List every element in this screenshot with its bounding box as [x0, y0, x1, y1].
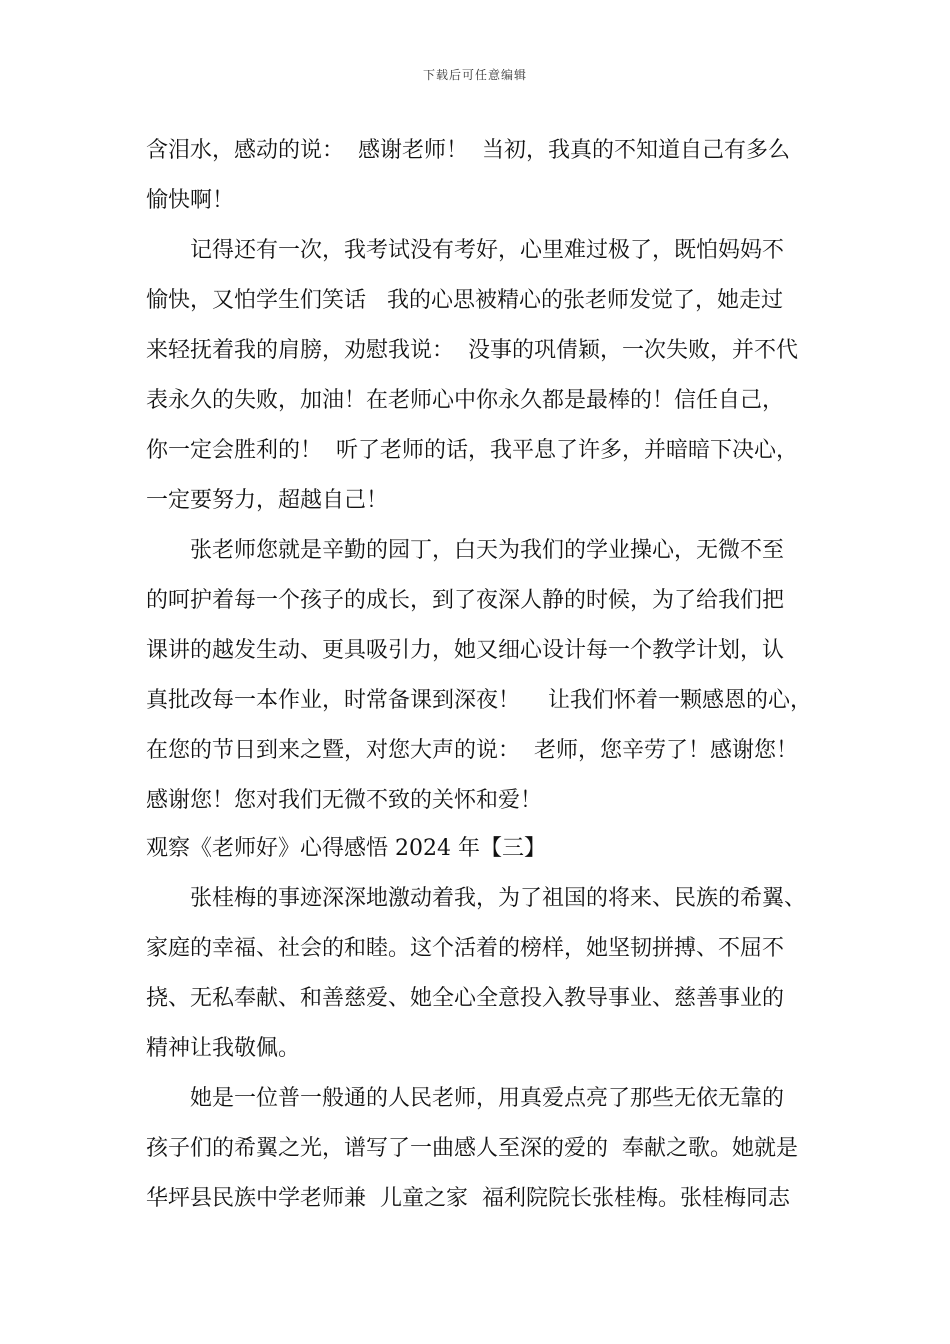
text-line: 含泪水，感动的说： 感谢老师！ 当初，我真的不知道自己有多么 — [146, 138, 790, 163]
text-line: 挠、无私奉献、和善慈爱、她全心全意投入教导事业、慈善事业的 — [146, 986, 785, 1011]
text-line: 的呵护着每一个孩子的成长，到了夜深人静的时候，为了给我们把 — [146, 588, 785, 613]
text-line: 一定要努力，超越自己！ — [146, 488, 389, 513]
text-line: 来轻抚着我的肩膀，劝慰我说： 没事的巩倩颖，一次失败，并不代 — [146, 338, 798, 363]
paragraph-start-line: 张老师您就是辛勤的园丁，白天为我们的学业操心，无微不至 — [190, 538, 785, 563]
paragraph-start-line: 张桂梅的事迹深深地激动着我，为了祖国的将来、民族的希翼、 — [190, 886, 807, 911]
text-line: 你一定会胜利的！ 听了老师的话，我平息了许多，并暗暗下决心， — [146, 438, 798, 463]
text-line: 精神让我敬佩。 — [146, 1036, 301, 1061]
text-line: 感谢您！您对我们无微不致的关怀和爱！ — [146, 788, 543, 813]
text-line: 愉快啊！ — [146, 188, 235, 213]
page-header: 下载后可任意编辑 — [422, 68, 527, 82]
text-line: 表永久的失败，加油！在老师心中你永久都是最棒的！信任自己， — [146, 388, 785, 413]
text-line: 家庭的幸福、社会的和睦。这个活着的榜样，她坚韧拼搏、不屈不 — [146, 936, 785, 961]
paragraph-start-line: 记得还有一次，我考试没有考好，心里难过极了，既怕妈妈不 — [190, 238, 785, 263]
text-line: 愉快，又怕学生们笑话 我的心思被精心的张老师发觉了，她走过 — [146, 288, 783, 313]
text-line: 真批改每一本作业，时常备课到深夜！ 让我们怀着一颗感恩的心， — [146, 688, 812, 713]
paragraph-start-line: 她是一位普一般通的人民老师，用真爱点亮了那些无依无靠的 — [190, 1086, 785, 1111]
text-line: 孩子们的希翼之光，谱写了一曲感人至深的爱的 奉献之歌。她就是 — [146, 1136, 798, 1161]
section-heading: 观察《老师好》心得感悟 2024 年【三】 — [146, 836, 546, 861]
text-line: 在您的节日到来之暨，对您大声的说： 老师，您辛劳了！感谢您！ — [146, 738, 798, 763]
text-line: 华坪县民族中学老师兼 儿童之家 福利院院长张桂梅。张桂梅同志 — [146, 1186, 790, 1211]
text-line: 课讲的越发生动、更具吸引力，她又细心设计每一个教学计划，认 — [146, 638, 785, 663]
